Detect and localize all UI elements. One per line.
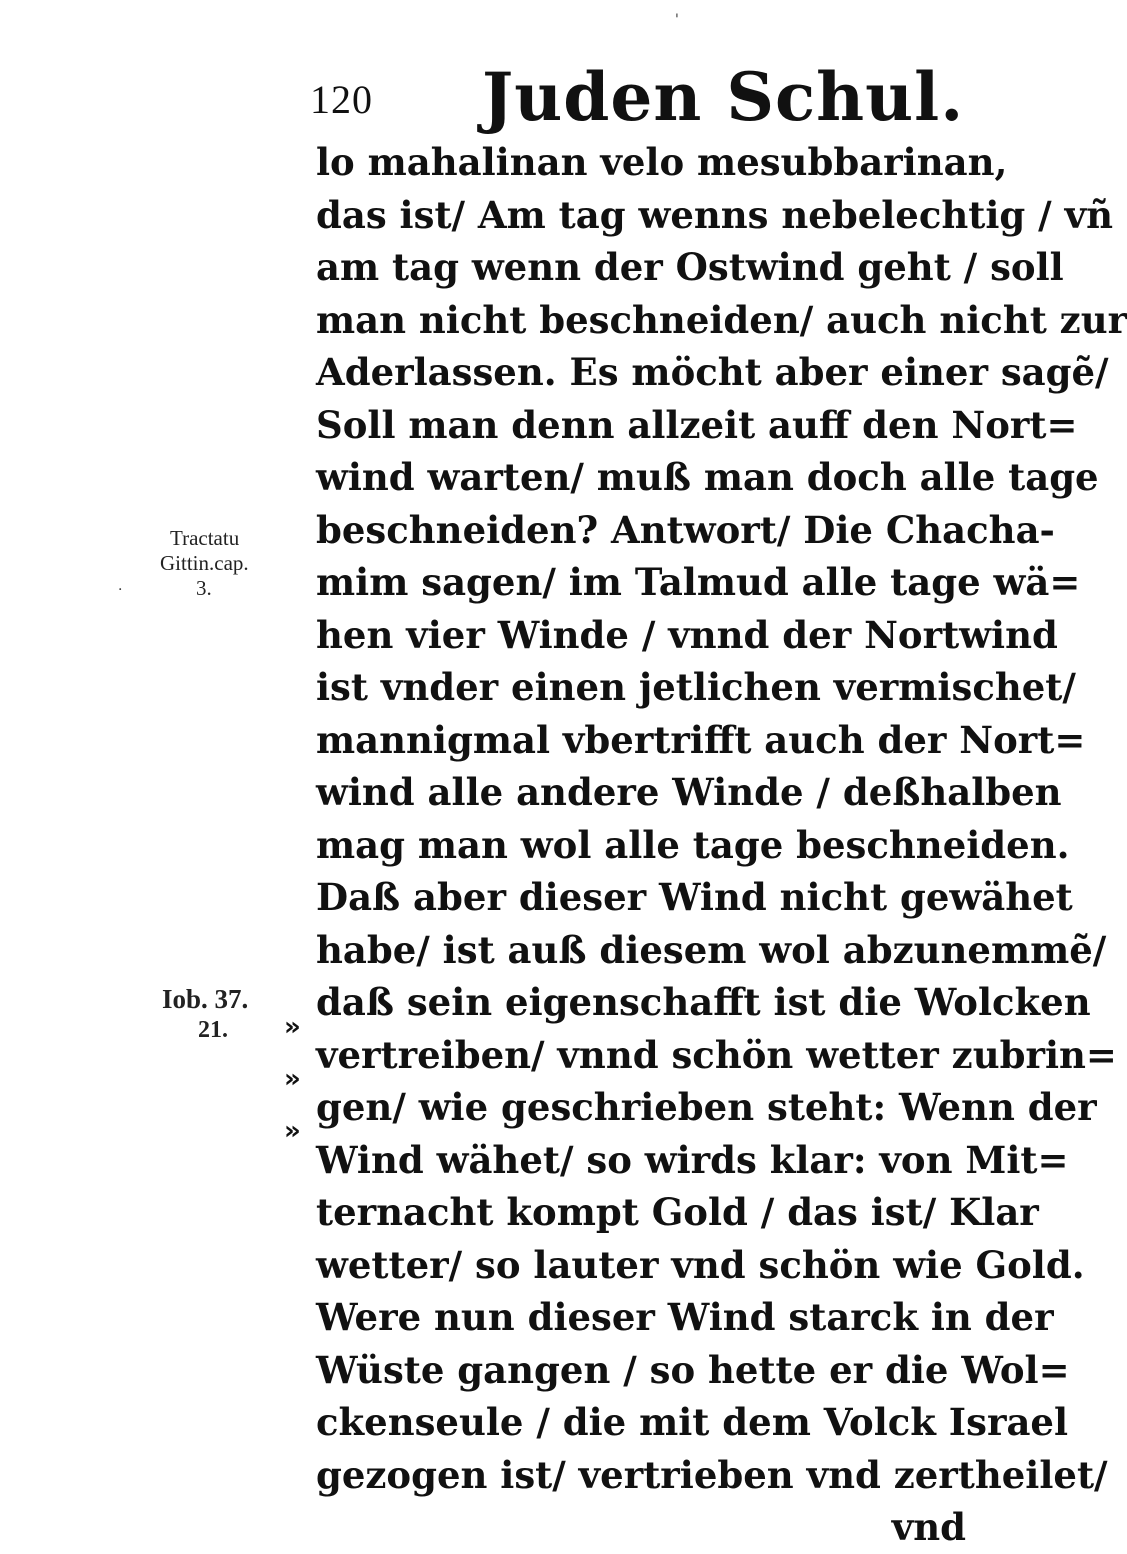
text-line: gezogen ist/ vertrieben vnd zertheilet/ <box>316 1452 1108 1497</box>
text-line: wetter/ so lauter vnd schön wie Gold. <box>316 1242 1085 1287</box>
text-line: Were nun dieser Wind starck in der <box>316 1295 1054 1339</box>
text-line: Aderlassen. Es möcht aber einer sagẽ/ <box>316 350 1109 394</box>
text-line: lo mahalinan velo mesubbarinan, <box>316 140 1008 184</box>
body-text <box>316 136 1127 1554</box>
margin-note-line: 3. <box>196 576 212 600</box>
text-line: Wüste gangen / so hette er die Wol= <box>316 1347 1070 1392</box>
text-line: ternacht kompt Gold / das ist/ Klar <box>316 1190 1039 1234</box>
text-line: vertreiben/ vnnd schön wetter zubrin= <box>316 1032 1117 1077</box>
text-line: wind warten/ muß man doch alle tage <box>316 455 1099 499</box>
text-line: gen/ wie geschrieben steht: Wenn der <box>316 1085 1097 1129</box>
text-line: wind alle andere Winde / deßhalben <box>316 770 1062 814</box>
margin-note-line: Gittin.cap. <box>160 551 249 575</box>
quotation-mark: » <box>284 1116 301 1146</box>
text-line: mim sagen/ im Talmud alle tage wä= <box>316 560 1081 604</box>
ink-speck: · <box>118 582 123 598</box>
running-title: Juden Schul. <box>482 58 965 136</box>
text-line: hen vier Winde / vnnd der Nortwind <box>316 612 1058 657</box>
page-header <box>310 58 970 138</box>
text-line: ist vnder einen jetlichen vermischet/ <box>316 665 1076 709</box>
text-line: habe/ ist auß diesem wol abzunemmẽ/ <box>316 927 1107 972</box>
text-line: das ist/ Am tag wenns nebelechtig / vñ <box>316 192 1113 237</box>
ink-speck: ' <box>675 12 679 28</box>
text-line: daß sein eigenschafft ist die Wolcken <box>316 980 1091 1024</box>
page-number: 120 <box>310 77 373 122</box>
text-line: Daß aber dieser Wind nicht gewähet <box>316 875 1073 919</box>
margin-note-line: Tractatu <box>170 526 240 550</box>
text-line: Soll man denn allzeit auff den Nort= <box>316 402 1078 447</box>
margin-note-tractate <box>160 526 249 601</box>
quotation-mark: » <box>284 1064 301 1094</box>
margin-note-line: Iob. 37. <box>162 984 249 1014</box>
text-line: am tag wenn der Ostwind geht / soll <box>316 245 1064 289</box>
text-line: mannigmal vbertrifft auch der Nort= <box>316 717 1086 762</box>
quotation-mark: » <box>284 1012 301 1042</box>
catchword: vnd <box>891 1505 966 1549</box>
text-line: ckenseule / die mit dem Volck Israel <box>316 1400 1069 1444</box>
text-line: Wind wähet/ so wirds klar: von Mit= <box>316 1137 1069 1182</box>
text-line: mag man wol alle tage beschneiden. <box>316 822 1070 867</box>
text-line: man nicht beschneiden/ auch nicht zur <box>316 297 1127 342</box>
margin-note-job <box>162 984 248 1046</box>
margin-note-line: 21. <box>198 1017 228 1043</box>
text-line: beschneiden? Antwort/ Die Chacha- <box>316 507 1055 552</box>
